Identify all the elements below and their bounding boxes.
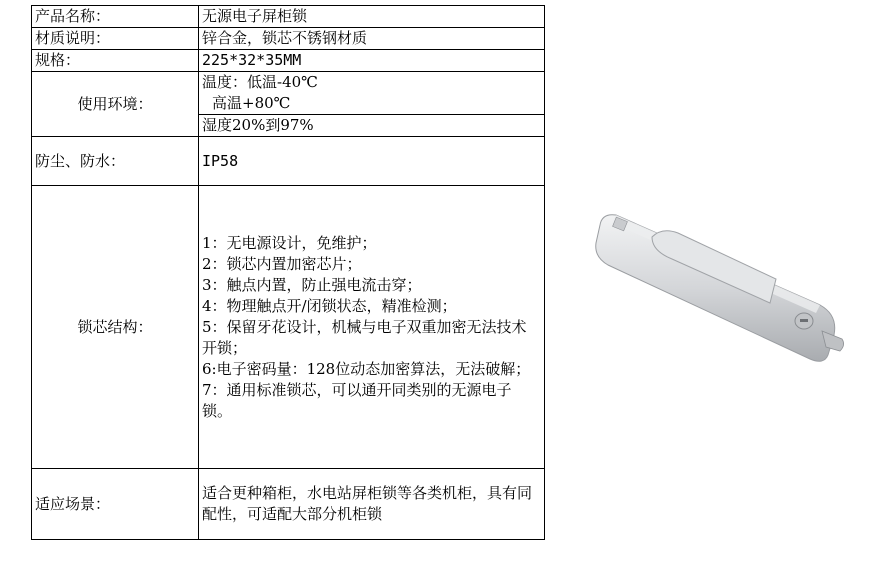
env-humidity: 湿度20%到97% (199, 115, 545, 137)
structure-item: 6:电子密码量：128位动态加密算法，无法破解； (202, 359, 531, 378)
env-temp-cell (199, 72, 545, 115)
product-name-label: 产品名称： (32, 6, 199, 28)
scenario-label: 适应场景： (32, 469, 199, 540)
dust-value: IP58 (199, 137, 545, 186)
product-name-value: 无源电子屏柜锁 (199, 6, 545, 28)
row-dust (32, 137, 545, 186)
row-spec (32, 50, 545, 72)
spec-table (31, 5, 545, 540)
structure-label: 锁芯结构： (32, 186, 199, 469)
structure-item: 4：物理触点开/闭锁状态，精准检测； (202, 296, 457, 315)
scenario-value: 适合更种箱柜，水电站屏柜锁等各类机柜，具有同配性，可适配大部分机柜锁 (199, 469, 545, 540)
spec-label: 规格： (32, 50, 199, 72)
structure-item: 2：锁芯内置加密芯片； (202, 254, 362, 273)
structure-list (199, 186, 545, 469)
env-temp-low: 温度：低温-40℃ (202, 73, 318, 91)
dust-label: 防尘、防水： (32, 137, 199, 186)
material-label: 材质说明： (32, 28, 199, 50)
spec-value: 225*32*35MM (199, 50, 545, 72)
structure-item: 3：触点内置，防止强电流击穿； (202, 275, 422, 294)
structure-item: 7：通用标准锁芯，可以通开同类别的无源电子锁。 (202, 380, 512, 420)
row-env-temp (32, 72, 545, 115)
row-material (32, 28, 545, 50)
structure-item: 5：保留牙花设计，机械与电子双重加密无法技术开锁； (202, 317, 527, 357)
row-product-name (32, 6, 545, 28)
row-scenario (32, 469, 545, 540)
lock-body (596, 215, 835, 362)
material-value: 锌合金，锁芯不锈钢材质 (199, 28, 545, 50)
row-structure (32, 186, 545, 469)
env-temp-high: 高温+80℃ (212, 94, 291, 112)
env-label: 使用环境： (32, 72, 199, 137)
lock-product-image (590, 195, 850, 375)
structure-item: 1：无电源设计，免维护； (202, 233, 377, 252)
